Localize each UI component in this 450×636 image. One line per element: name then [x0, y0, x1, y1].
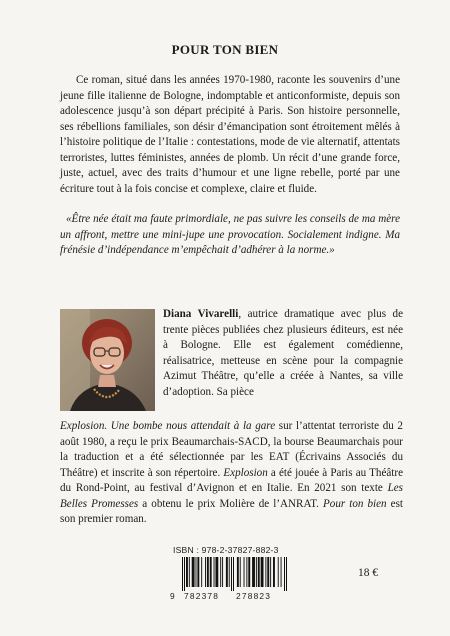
barcode-bar	[267, 557, 269, 587]
barcode-bar	[273, 557, 275, 587]
barcode-bar	[229, 557, 230, 587]
barcode-bar	[215, 557, 218, 587]
work-title-pour-ton-bien: Pour ton bien	[323, 497, 387, 510]
work-title-belles-promesses: Les Belles Promesses	[60, 482, 403, 510]
barcode-bar	[189, 557, 190, 587]
barcode-bar	[244, 557, 245, 587]
barcode-bar	[220, 557, 221, 587]
author-portrait-icon	[60, 309, 155, 411]
barcode-bar	[196, 557, 197, 587]
author-bio-middle-3: a obtenu le prix Molière de l’ANRAT.	[138, 497, 324, 510]
author-name: Diana Vivarelli	[163, 308, 239, 320]
barcode-bar	[186, 557, 188, 587]
barcode-bar	[197, 557, 199, 587]
author-bio-middle-2: a été jouée à Paris au Théâtre du Rond-Point, au festival d’Avignon et en Italie. En 2021 son texte	[60, 466, 403, 494]
barcode-bar	[252, 557, 255, 587]
barcode-bar	[182, 557, 183, 591]
work-title-explosion-full: Explosion. Une bombe nous attendait à la gare	[60, 420, 276, 432]
isbn: ISBN : 978-2-37827-882-3	[173, 545, 279, 555]
author-bio-continued	[60, 419, 403, 528]
barcode-bar	[284, 557, 285, 591]
barcode-bar	[265, 557, 266, 587]
barcode-bar	[226, 557, 228, 587]
barcode-bar	[261, 557, 264, 587]
barcode-bar	[256, 557, 257, 587]
barcode-bar	[281, 557, 282, 587]
work-title-explosion: Explosion	[223, 466, 268, 479]
barcode-bar	[201, 557, 202, 587]
barcode-bar	[286, 557, 287, 591]
barcode-bar	[237, 557, 239, 587]
price: 18 €	[358, 567, 379, 579]
author-bio	[163, 307, 403, 400]
barcode-bar	[184, 557, 185, 591]
author-bio-middle-1: sur l’attentat terroriste du 2 août 1980, a reçu le prix Beaumarchais-SACD, la bourse Beaumarchais pour la traduction et a été sélectionnée par les EAT (Écrivains Associés du Théâtre) et inscrite à son répertoire.	[60, 420, 403, 479]
barcode-bar	[192, 557, 195, 587]
excerpt-quote: «Être née était ma faute primordiale, ne pas suivre les conseils de ma mère un affront, mettre une mini-jupe une provocation. Socialement indigne. Ma frénésie d’indépendance m’empêchait d’adhérer à la norme.»	[60, 213, 400, 256]
author-bio-end: est son premier roman.	[60, 497, 403, 525]
ean13-barcode-icon	[170, 557, 292, 591]
barcode-digits-right: 278823	[236, 591, 272, 601]
barcode-bar	[205, 557, 206, 587]
barcode-bar	[240, 557, 241, 587]
barcode-bar	[233, 557, 234, 591]
synopsis: Ce roman, situé dans les années 1970-1980, raconte les souvenirs d’une jeune fille italienne de Bologne, indomptable et anticonformiste, depuis son adolescence jusqu’à son départ précipité à Paris. Son histoire personnelle, ses rébellions familiales, son désir d’émancipation sont étroitement mêlés à l’histoire politique de l’Italie : contestations, mode de vie alternatif, attentats terroristes, luttes féministes, années de plomb. Un récit d’une grande force, juste, actuel, avec des traits d’humour et une ligne rebelle, porté par une écriture tout à la fois concise et complexe, claire et fluide.	[60, 74, 400, 195]
barcode-bar	[258, 557, 260, 587]
barcode-digit-lead: 9	[170, 591, 175, 601]
barcode-bar	[231, 557, 232, 591]
book-title: POUR TON BIEN	[171, 42, 279, 57]
barcode-digits-left: 782378	[184, 591, 220, 601]
barcode-bar	[278, 557, 279, 587]
barcode-bar	[270, 557, 271, 587]
barcode-bar	[248, 557, 250, 587]
barcode-bar	[207, 557, 209, 587]
author-bio-intro: , autrice dramatique avec plus de trente pièces publiées chez plusieurs éditeurs, est née à Bologne. Elle est également comédienne, réalisatrice, metteuse en scène pour la compagnie Azimut Théâtre, qu’elle a créée à Nantes, sa ville d’adoption. Sa pièce	[163, 308, 403, 398]
barcode-bar	[246, 557, 247, 587]
barcode-bar	[222, 557, 223, 587]
author-photo	[60, 309, 155, 411]
barcode-bar	[210, 557, 212, 587]
barcode-bar	[214, 557, 215, 587]
